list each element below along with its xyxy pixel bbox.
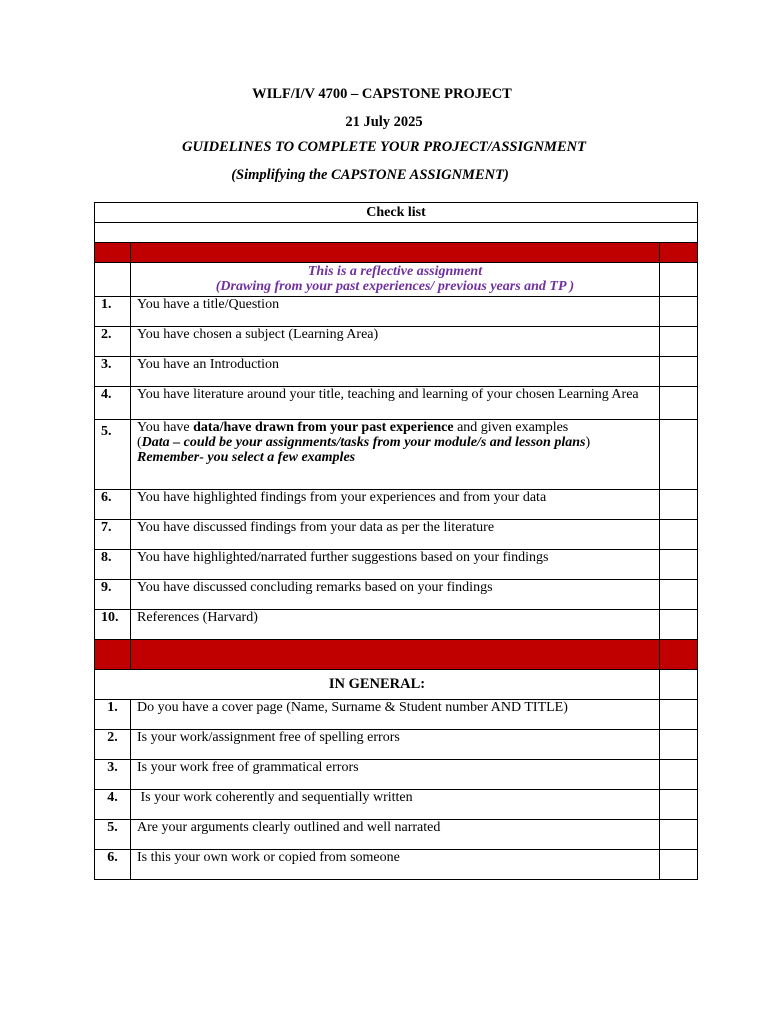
general-title: IN GENERAL: [95, 670, 660, 700]
row-number: 3. [95, 357, 131, 387]
row-number: 8. [95, 550, 131, 580]
row-text: Is this your own work or copied from someone [131, 850, 660, 880]
tick-cell[interactable] [659, 760, 697, 790]
reflective-row [95, 263, 698, 297]
row-text: You have discussed concluding remarks based on your findings [131, 580, 660, 610]
red-divider-row [95, 640, 698, 670]
row-text: References (Harvard) [131, 610, 660, 640]
checklist-title-row [95, 203, 698, 223]
tick-cell[interactable] [659, 387, 697, 420]
row-text: Is your work coherently and sequentially written [131, 790, 660, 820]
checklist-row [95, 327, 698, 357]
tick-cell[interactable] [659, 490, 697, 520]
row-number: 4. [95, 387, 131, 420]
row-number: 1. [95, 297, 131, 327]
row-text: You have a title/Question [131, 297, 660, 327]
row-number: 7. [95, 520, 131, 550]
row-number: 5. [95, 420, 131, 490]
row-text: Do you have a cover page (Name, Surname & Student number AND TITLE) [131, 700, 660, 730]
row-number: 3. [95, 760, 131, 790]
row-number: 5. [95, 820, 131, 850]
general-row [95, 850, 698, 880]
row-text: You have highlighted/narrated further suggestions based on your findings [131, 550, 660, 580]
tick-cell[interactable] [659, 700, 697, 730]
tick-cell[interactable] [659, 850, 697, 880]
row-text: You have literature around your title, teaching and learning of your chosen Learning Area [131, 387, 660, 420]
row-number: 4. [95, 790, 131, 820]
tick-cell[interactable] [659, 520, 697, 550]
red-divider-row [95, 243, 698, 263]
row-number: 2. [95, 327, 131, 357]
tick-cell[interactable] [659, 420, 697, 490]
row-number: 10. [95, 610, 131, 640]
tick-cell[interactable] [659, 327, 697, 357]
row-text-rich: You have data/have drawn from your past experience and given examples (Data – could be your assignments/tasks from your module/s and lesson plans) Remember- you select a few examples [131, 420, 660, 490]
general-row [95, 820, 698, 850]
row-number: 2. [95, 730, 131, 760]
row-text: You have highlighted findings from your experiences and from your data [131, 490, 660, 520]
checklist-row [95, 357, 698, 387]
checklist-row [95, 520, 698, 550]
tick-cell[interactable] [659, 580, 697, 610]
row-text: Is your work/assignment free of spelling errors [131, 730, 660, 760]
checklist-row [95, 580, 698, 610]
general-row [95, 790, 698, 820]
reflective-subnote: (Drawing from your past experiences/ previous years and TP ) [215, 279, 575, 294]
row-text: You have chosen a subject (Learning Area) [131, 327, 660, 357]
tick-cell[interactable] [659, 790, 697, 820]
tick-cell[interactable] [659, 820, 697, 850]
row-number: 6. [95, 850, 131, 880]
general-row [95, 730, 698, 760]
reflective-note: This is a reflective assignment [307, 264, 483, 279]
row-number: 1. [95, 700, 131, 730]
checklist-row [95, 420, 698, 490]
checklist-title: Check list [95, 203, 698, 223]
checklist-row [95, 490, 698, 520]
general-title-row [95, 670, 698, 700]
checklist-row [95, 387, 698, 420]
general-row [95, 760, 698, 790]
tick-cell[interactable] [659, 550, 697, 580]
checklist-table [94, 202, 698, 880]
guidelines-subtitle: (Simplifying the CAPSTONE ASSIGNMENT) [231, 167, 509, 183]
row-number: 9. [95, 580, 131, 610]
row-text: Is your work free of grammatical errors [131, 760, 660, 790]
row-number: 6. [95, 490, 131, 520]
row-text: Are your arguments clearly outlined and well narrated [131, 820, 660, 850]
tick-cell[interactable] [659, 357, 697, 387]
document-date: 21 July 2025 [345, 114, 423, 130]
course-title: WILF/I/V 4700 – CAPSTONE PROJECT [252, 86, 512, 102]
blank-row [95, 223, 698, 243]
checklist-row [95, 297, 698, 327]
general-row [95, 700, 698, 730]
tick-cell[interactable] [659, 610, 697, 640]
row-text: You have discussed findings from your data as per the literature [131, 520, 660, 550]
guidelines-heading: GUIDELINES TO COMPLETE YOUR PROJECT/ASSIGNMENT [182, 139, 586, 155]
tick-cell[interactable] [659, 297, 697, 327]
tick-cell[interactable] [659, 730, 697, 760]
checklist-row [95, 550, 698, 580]
row-text: You have an Introduction [131, 357, 660, 387]
checklist-row [95, 610, 698, 640]
